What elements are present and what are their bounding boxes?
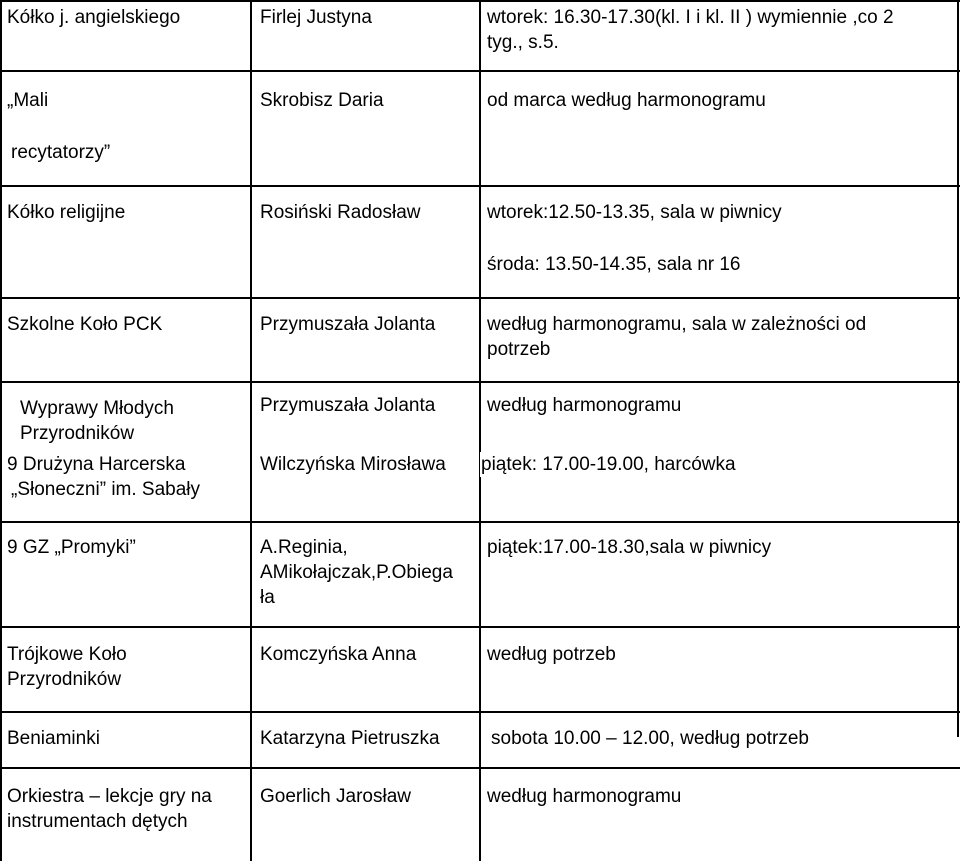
leader-cell	[260, 5, 372, 30]
leader-name: Komczyńska Anna	[260, 644, 417, 665]
leader-name: Katarzyna Pietruszka	[260, 728, 440, 749]
table-border-left	[0, 0, 2, 861]
activity-name-cell	[7, 452, 200, 502]
activity-name: Przyrodników	[7, 669, 122, 690]
activity-name: instrumentach dętych	[7, 811, 188, 832]
schedule-cell	[487, 88, 766, 113]
schedule-cell	[491, 726, 809, 751]
activity-name: recytatorzy”	[11, 142, 111, 163]
activity-name-cell	[7, 200, 125, 225]
leader-name: ła	[260, 587, 275, 608]
leader-name: Wilczyńska Mirosława	[260, 454, 446, 475]
schedule-text: wtorek: 16.30-17.30(kl. I i kl. II ) wymiennie ,co 2	[487, 7, 894, 28]
schedule-cell	[480, 452, 736, 477]
activity-name: Kółko j. angielskiego	[7, 7, 181, 28]
schedule-cell	[487, 393, 681, 418]
activity-name: „Słoneczni” im. Sabały	[11, 479, 201, 500]
column-divider-1	[250, 0, 252, 861]
schedule-cell	[487, 252, 741, 277]
activity-name-cell	[7, 784, 212, 834]
activity-name: Kółko religijne	[7, 202, 126, 223]
activity-name-cell	[7, 312, 162, 337]
activity-name-cell	[7, 535, 136, 560]
schedule-cell	[487, 784, 681, 809]
activity-name: Szkolne Koło PCK	[7, 314, 163, 335]
activity-name-cell	[20, 396, 174, 446]
schedule-text: wtorek:12.50-13.35, sala w piwnicy	[487, 202, 782, 223]
leader-cell	[260, 88, 384, 113]
leader-cell	[260, 784, 411, 809]
schedule-text: od marca według harmonogramu	[487, 90, 766, 111]
row-divider	[0, 521, 960, 523]
schedule-cell	[487, 535, 771, 560]
activity-name-cell	[7, 5, 180, 30]
leader-name: Firlej Justyna	[260, 7, 372, 28]
leader-name: AMikołajczak,P.Obiega	[260, 562, 453, 583]
activity-name: Wyprawy Młodych	[20, 398, 174, 419]
row-divider	[0, 711, 960, 713]
schedule-cell	[487, 200, 782, 225]
leader-name: A.Reginia,	[260, 537, 348, 558]
leader-name: Przymuszała Jolanta	[260, 314, 436, 335]
schedule-text: według harmonogramu	[487, 786, 682, 807]
activity-name: 9 Drużyna Harcerska	[7, 454, 186, 475]
activity-name: Trójkowe Koło	[7, 644, 127, 665]
leader-cell	[260, 312, 435, 337]
leader-cell	[260, 452, 446, 477]
schedule-text: według potrzeb	[487, 644, 616, 665]
leader-name: Rosiński Radosław	[260, 202, 421, 223]
leader-name: Skrobisz Daria	[260, 90, 384, 111]
leader-cell	[260, 200, 421, 225]
activity-name-cell	[11, 140, 110, 165]
activity-name: Orkiestra – lekcje gry na	[7, 786, 212, 807]
schedule-text: piątek: 17.00-19.00, harcówka	[481, 454, 736, 475]
row-divider	[0, 185, 960, 187]
schedule-text: tyg., s.5.	[487, 32, 559, 53]
activity-name: 9 GZ „Promyki”	[7, 537, 136, 558]
schedule-cell	[487, 5, 894, 55]
row-divider	[0, 0, 960, 2]
leader-cell	[260, 726, 440, 751]
column-divider-2	[479, 0, 481, 861]
schedule-cell	[487, 642, 616, 667]
schedule-cell	[487, 312, 866, 362]
activity-name: Beniaminki	[7, 728, 100, 749]
schedule-text: piątek:17.00-18.30,sala w piwnicy	[487, 537, 772, 558]
row-divider	[0, 767, 960, 769]
activity-name-cell	[7, 726, 100, 751]
schedule-text: środa: 13.50-14.35, sala nr 16	[487, 254, 741, 275]
schedule-text: sobota 10.00 – 12.00, według potrzeb	[491, 728, 809, 749]
leader-cell	[260, 642, 416, 667]
leader-cell	[260, 535, 453, 610]
leader-cell	[260, 393, 435, 418]
activity-name: „Mali	[7, 90, 49, 111]
activity-name-cell	[7, 88, 48, 113]
row-divider	[0, 381, 960, 383]
leader-name: Goerlich Jarosław	[260, 786, 411, 807]
activity-name-cell	[7, 642, 127, 692]
row-divider	[0, 297, 960, 299]
schedule-text: potrzeb	[487, 339, 551, 360]
leader-name: Przymuszała Jolanta	[260, 395, 436, 416]
row-divider	[0, 70, 960, 72]
schedule-text: według harmonogramu	[487, 395, 682, 416]
schedule-text: według harmonogramu, sala w zależności od	[487, 314, 867, 335]
activity-name: Przyrodników	[20, 423, 135, 444]
row-divider	[0, 626, 960, 628]
